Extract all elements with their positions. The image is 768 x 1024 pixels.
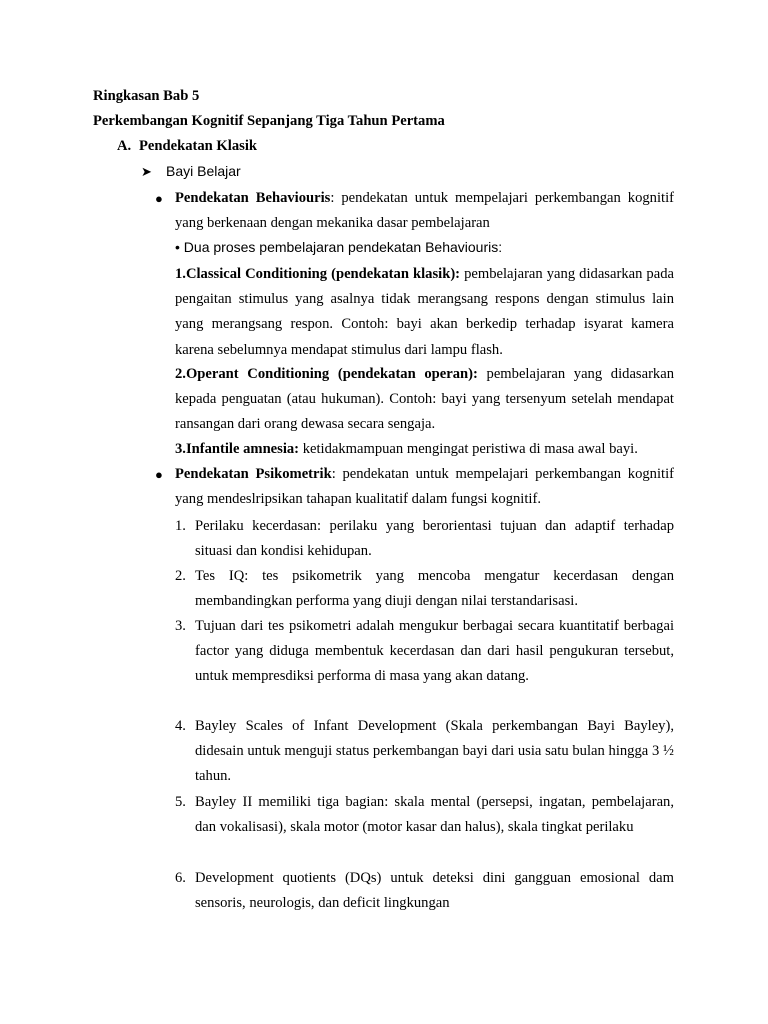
list-item-number: 3. xyxy=(175,618,186,634)
classical-conditioning-paragraph xyxy=(175,262,674,363)
list-item-number: 5. xyxy=(175,794,186,810)
list-item-text: Development quotients (DQs) untuk deteksi dini gangguan emosional dam sensoris, neurologis, dan deficit lingkungan xyxy=(195,870,674,912)
list-item xyxy=(175,866,674,916)
behaviouris-intro-text: Dua proses pembelajaran pendekatan Behaviouris: xyxy=(183,239,503,255)
psikometrik-paragraph xyxy=(175,462,674,512)
list-item-text: Bayley Scales of Infant Development (Skala perkembangan Bayi Bayley), didesain untuk menguji status perkembangan bayi dari usia satu bulan hingga 3 ½ tahun. xyxy=(195,718,674,785)
list-item-number: 2. xyxy=(175,568,186,584)
amnesia-term: 3.Infantile amnesia: xyxy=(175,441,300,457)
bullet-dot-icon: ● xyxy=(155,191,163,206)
list-item-number: 6. xyxy=(175,870,186,886)
amnesia-text: ketidakmampuan mengingat peristiwa di masa awal bayi. xyxy=(299,441,638,457)
arrow-bullet-icon: ➤ xyxy=(141,165,152,180)
classical-term: 1.Classical Conditioning (pendekatan klasik): xyxy=(175,266,461,282)
list-item-number: 1. xyxy=(175,518,186,534)
list-item-text: Tes IQ: tes psikometrik yang mencoba mengatur kecerdasan dengan membandingkan performa yang diuji dengan nilai terstandarisasi. xyxy=(195,568,674,610)
small-bullet-icon: • xyxy=(175,239,180,255)
behaviouris-text: : pendekatan untuk mempelajari perkembangan kognitif yang berkenaan dengan mekanika dasar pembelajaran xyxy=(175,190,674,232)
psikometrik-term: Pendekatan Psikometrik xyxy=(175,466,332,482)
list-item xyxy=(175,714,674,790)
document-title: Ringkasan Bab 5 xyxy=(93,88,200,104)
psikometrik-text: : pendekatan untuk mempelajari perkembangan kognitif yang mendeslripsikan tahapan kualitatif dalam fungsi kognitif. xyxy=(175,466,674,508)
list-item xyxy=(175,614,674,690)
list-item-text: Bayley II memiliki tiga bagian: skala mental (persepsi, ingatan, pembelajaran, dan vokalisasi), skala motor (motor kasar dan halus), skala tingkat perilaku xyxy=(195,794,674,836)
operant-term: 2.Operant Conditioning (pendekatan operan): xyxy=(175,366,478,382)
list-item-text: Tujuan dari tes psikometri adalah mengukur berbagai secara kuantitatif berbagai factor yang diduga membentuk kecerdasan dan dari hasil pengukuran tersebut, untuk mempresdiksi performa di masa yang akan datang. xyxy=(195,618,674,685)
operant-conditioning-paragraph xyxy=(175,362,674,438)
subsection-label: Bayi Belajar xyxy=(166,163,241,179)
behaviouris-intro xyxy=(175,237,502,257)
behaviouris-paragraph xyxy=(175,186,674,236)
section-marker: A. xyxy=(117,138,132,154)
infantile-amnesia-paragraph xyxy=(175,437,674,462)
list-item-text: Perilaku kecerdasan: perilaku yang berorientasi tujuan dan adaptif terhadap situasi dan kondisi kehidupan. xyxy=(195,518,674,560)
behaviouris-term: Pendekatan Behaviouris xyxy=(175,190,331,206)
list-item xyxy=(175,790,674,840)
list-item-number: 4. xyxy=(175,718,186,734)
operant-text: pembelajaran yang didasarkan kepada penguatan (atau hukuman). Contoh: bayi yang tersenyum setelah mendapat ransangan dari orang dewasa secara sengaja. xyxy=(175,366,675,433)
subsection-heading xyxy=(141,161,241,183)
bullet-dot-icon: ● xyxy=(155,467,163,482)
list-item xyxy=(175,564,674,614)
classical-text: pembelajaran yang didasarkan pada pengaitan stimulus yang asalnya tidak merangsang respons dengan stimulus lain yang merangsang respon. Contoh: bayi akan berkedip terhadap isyarat kamera karena sebelumnya mendapat stimulus dari lampu flash. xyxy=(175,266,674,358)
section-heading xyxy=(117,136,257,156)
chapter-title: Perkembangan Kognitif Sepanjang Tiga Tahun Pertama xyxy=(93,113,445,129)
section-label: Pendekatan Klasik xyxy=(139,138,257,154)
list-item xyxy=(175,514,674,564)
